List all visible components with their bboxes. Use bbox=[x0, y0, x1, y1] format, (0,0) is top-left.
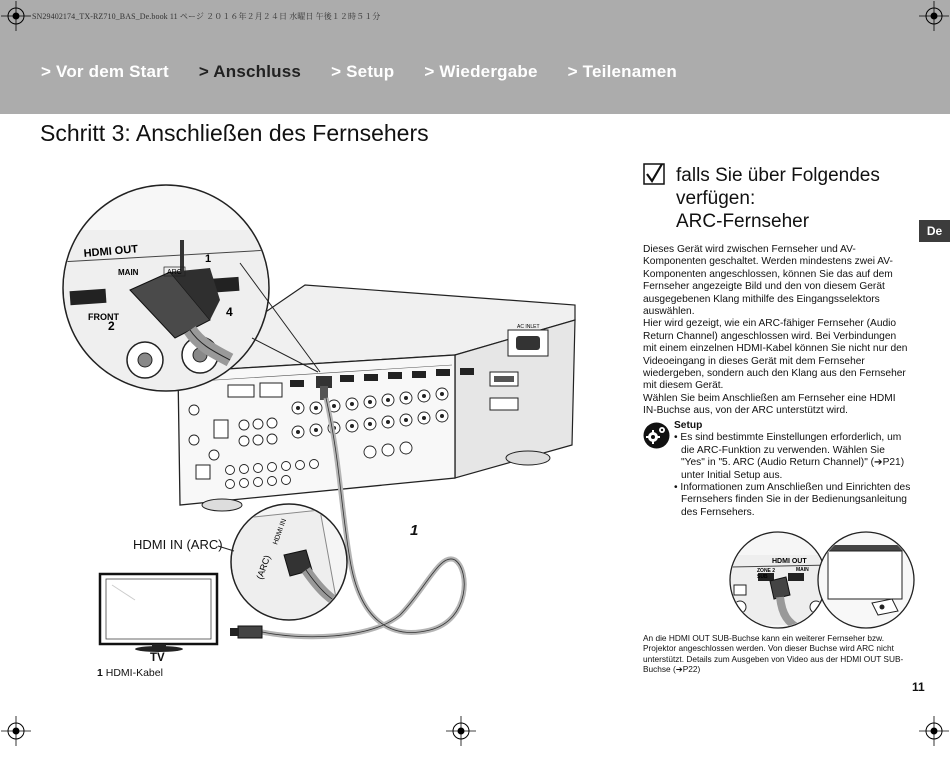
hdmi-plug-end bbox=[230, 626, 262, 638]
checkbox-icon bbox=[643, 163, 665, 185]
setup-title: Setup bbox=[674, 420, 703, 431]
setup-bullet-1: • Es sind bestimmte Einstellungen erforderlich, um die ARC-Funktion zu verwenden. Wählen Sie "Yes" in "5. ARC (Audio Return Channel)" (➔P21) unter Initial Setup aus. bbox=[674, 432, 905, 481]
tv-illustration bbox=[100, 574, 217, 652]
sub-output-diagram bbox=[720, 525, 920, 630]
body-paragraph-1: Dieses Gerät wird zwischen Fernseher und AV-Komponenten geschaltet. Werden mindestens zwei AV-Komponenten angeschlossen, können Sie das auf dem Fernseher angezeigte Bild und den von diesem Gerät ausgegebenen Klang mithilfe des Eingangsselektors auswählen. bbox=[643, 244, 893, 318]
sub-main-label: MAIN bbox=[796, 567, 809, 573]
nav-teilenamen[interactable]: > Teilenamen bbox=[567, 62, 677, 81]
setup-gear-icon bbox=[643, 422, 670, 449]
registration-mark-icon bbox=[919, 1, 949, 31]
setup-notes bbox=[674, 420, 911, 519]
sub-zone-label: ZONE 2 bbox=[757, 568, 776, 574]
cable-caption-number: 1 bbox=[97, 667, 103, 679]
jack-hdmi-in-label: HDMI IN bbox=[272, 518, 289, 546]
cable-caption-text: HDMI-Kabel bbox=[105, 667, 163, 679]
zoom-one-label: 1 bbox=[205, 253, 212, 265]
requirement-line-2: verfügen: bbox=[676, 188, 756, 209]
cable-number-label: 1 bbox=[410, 522, 419, 539]
zoom-front-label: FRONT bbox=[88, 312, 119, 322]
requirement-line-3: ARC-Fernseher bbox=[676, 211, 810, 232]
setup-bullet-2: • Informationen zum Anschließen und Einrichten des Fernsehers finden Sie in der Bedienungsanleitung des Fernsehers. bbox=[674, 482, 911, 518]
zoom-two-label: 2 bbox=[108, 319, 115, 333]
registration-mark-icon bbox=[1, 1, 31, 31]
body-text bbox=[643, 244, 911, 418]
sub-hdmi-out-label: HDMI OUT bbox=[772, 558, 807, 565]
page-number: 11 bbox=[912, 680, 925, 694]
hdmi-in-zoom-illustration bbox=[218, 504, 350, 625]
hdmi-in-arc-label: HDMI IN (ARC) bbox=[133, 537, 223, 552]
sub-sub-label: SUB bbox=[757, 574, 768, 580]
sub-output-note: An die HDMI OUT SUB-Buchse kann ein weiterer Fernseher bzw. Projektor angeschlossen werden. Von dieser Buchse wird ARC nicht unterstützt. Details zum Ausgeben von Video aus der HDMI OUT SUB-Buchse (➔P22) bbox=[643, 633, 904, 675]
zoom-hdmi-out-label: HDMI OUT bbox=[83, 243, 139, 260]
body-paragraph-2: Hier wird gezeigt, wie ein ARC-fähiger Fernseher (Audio Return Channel) angeschlossen wird. Bei Verbindungen mit einem einzelnen HDMI-Kabel können Sie nicht nur den Videoeingang in dieses Gerät mit dem Fernseher wiedergeben, sondern auch den Klang aus den Fernseher mit diesem Gerät. bbox=[643, 318, 908, 392]
jack-arc-label: (ARC) bbox=[254, 553, 273, 581]
requirement-heading bbox=[676, 164, 880, 233]
registration-mark-icon bbox=[919, 716, 949, 746]
registration-mark-icon bbox=[1, 716, 31, 746]
ac-inlet-label: AC INLET bbox=[517, 324, 540, 330]
nav-vor-dem-start[interactable]: > Vor dem Start bbox=[41, 62, 169, 81]
registration-mark-icon bbox=[446, 716, 476, 746]
cable-caption bbox=[97, 667, 163, 679]
print-header: SN29402174_TX-RZ710_BAS_De.book 11 ページ ２０１６年２月２４日 水曜日 午後１２時５１分 bbox=[32, 12, 381, 21]
body-paragraph-3: Wählen Sie beim Anschließen am Fernseher eine HDMI IN-Buchse aus, von der ARC unterstützt wird. bbox=[643, 392, 896, 417]
page-title: Schritt 3: Anschließen des Fernsehers bbox=[40, 120, 429, 146]
tv-label: TV bbox=[150, 652, 165, 664]
language-tab: De bbox=[919, 220, 950, 242]
zoom-four-label: 4 bbox=[226, 305, 233, 319]
zoom-main-label: MAIN bbox=[118, 268, 139, 277]
nav-setup[interactable]: > Setup bbox=[331, 62, 395, 81]
nav-wiedergabe[interactable]: > Wiedergabe bbox=[424, 62, 538, 81]
zoom-arc-label: ARC bbox=[167, 269, 182, 276]
requirement-line-1: falls Sie über Folgendes bbox=[676, 165, 880, 186]
nav-anschluss[interactable]: > Anschluss bbox=[198, 62, 302, 81]
